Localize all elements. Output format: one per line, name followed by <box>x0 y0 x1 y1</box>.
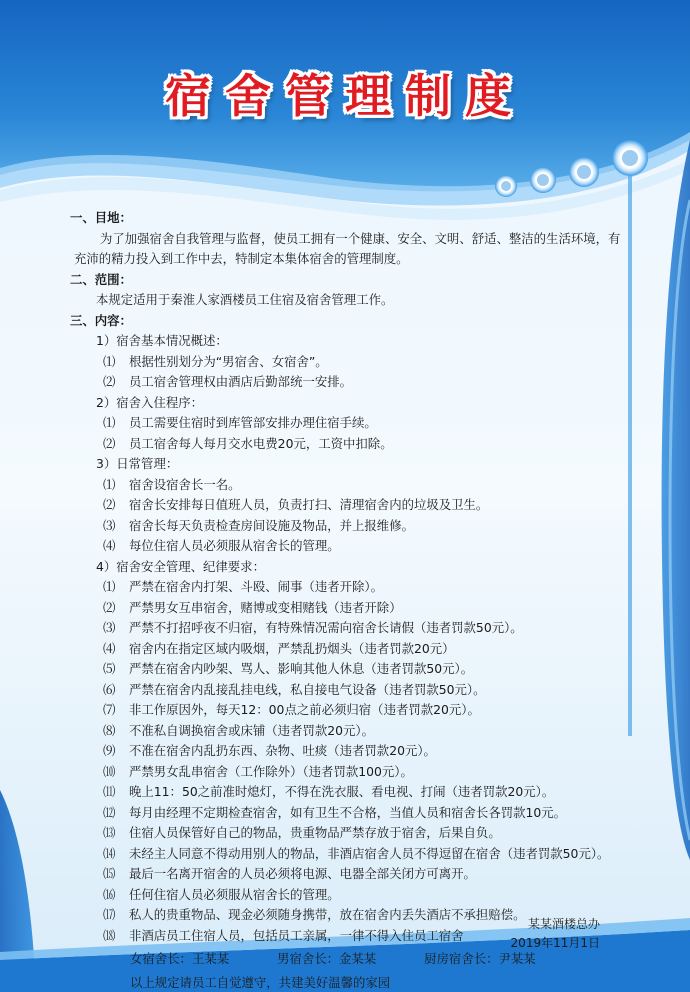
rule-number: ⑴ <box>103 353 116 369</box>
rule-item <box>70 413 630 434</box>
rule-text: 宿舍长每天负责检查房间设施及物品，并上报维修。 <box>129 517 414 533</box>
rule-number: ⑼ <box>103 743 116 758</box>
rule-text: 每位住宿人员必须服从宿舍长的管理。 <box>129 538 340 553</box>
rule-number: ⑶ <box>103 620 116 635</box>
rule-item <box>70 659 630 680</box>
rule-item <box>70 721 630 742</box>
rule-text: 严禁在宿舍内打架、斗殴、闹事（违者开除）。 <box>129 579 384 594</box>
rule-text: 严禁在宿舍内乱接乱挂电线，私自接电气设备（违者罚款50元）。 <box>129 681 486 697</box>
rule-text: 不准在宿舍内乱扔东西、杂物、吐痰（违者罚款20元）。 <box>129 743 436 758</box>
rule-number: ⑵ <box>103 599 116 615</box>
rule-item <box>70 782 630 803</box>
rule-item <box>70 516 630 537</box>
rule-group-title: 2）宿舍入住程序： <box>96 394 204 410</box>
rule-number: ⑵ <box>103 435 116 451</box>
rule-item <box>70 885 630 906</box>
rule-text: 根据性别划分为“男宿舍、女宿舍”。 <box>129 353 328 369</box>
rule-text: 员工需要住宿时到库管部安排办理住宿手续。 <box>129 415 377 430</box>
rule-number: ⑶ <box>103 517 116 533</box>
rule-text: 严禁男女互串宿舍，赌博或变相赌钱（违者开除） <box>129 599 402 615</box>
rule-number: ⒂ <box>103 866 116 881</box>
rule-text: 每月由经理不定期检查宿舍，如有卫生不合格，当值人员和宿舍长各罚款10元。 <box>129 804 567 820</box>
scope-paragraph: 本规定适用于秦淮人家酒楼员工住宿及宿舍管理工作。 <box>96 292 394 307</box>
rule-item <box>70 823 630 844</box>
rule-number: ⑷ <box>103 640 116 656</box>
rule-item <box>70 762 630 783</box>
rule-group-title: 3）日常管理： <box>96 456 179 471</box>
rule-text: 任何住宿人员必须服从宿舍长的管理。 <box>129 886 340 902</box>
rule-text: 严禁在宿舍内吵架、骂人、影响其他人休息（违者罚款50元）。 <box>129 661 474 676</box>
rule-number: ⑾ <box>103 784 116 799</box>
rule-item <box>70 536 630 557</box>
rule-text: 宿舍设宿舍长一名。 <box>129 476 241 492</box>
rule-number: ⑺ <box>103 702 116 717</box>
rule-number: ⑴ <box>103 476 116 492</box>
rule-group-title: 4）宿舍安全管理、纪律要求： <box>96 558 265 574</box>
rule-number: ⑹ <box>103 681 116 697</box>
regulation-body <box>70 208 630 992</box>
rule-text: 私人的贵重物品、现金必须随身携带，放在宿舍内丢失酒店不承担赔偿。 <box>129 907 526 922</box>
rule-item <box>70 352 630 373</box>
rule-text: 不准私自调换宿舍或床铺（违者罚款20元）。 <box>129 722 374 738</box>
rule-number: ⑵ <box>103 497 116 512</box>
page-title: 宿舍管理制度 <box>165 69 525 123</box>
rule-item <box>70 844 630 865</box>
section-heading-goal: 一、目地： <box>70 210 132 225</box>
rule-text: 未经主人同意不得动用别人的物品，非酒店宿舍人员不得逗留在宿舍（违者罚款50元）。 <box>129 845 610 861</box>
female-dorm-leader: 女宿舍长：王某某 <box>130 951 230 966</box>
rule-number: ⒄ <box>103 907 116 922</box>
rule-text: 宿舍内在指定区域内吸烟，严禁乱扔烟头（违者罚款20元） <box>129 640 455 656</box>
goal-paragraph: 为了加强宿舍自我管理与监督，使员工拥有一个健康、安全、文明、舒适、整洁的生活环境，有充沛的精力投入到工作中去，特制定本集体宿舍的管理制度。 <box>74 230 621 266</box>
rule-item <box>70 434 630 455</box>
rule-item <box>70 372 630 393</box>
rule-item <box>70 639 630 660</box>
rule-text: 晚上11：50之前准时熄灯，不得在洗衣服、看电视、打闹（违者罚款20元）。 <box>129 784 555 799</box>
rule-number: ⒀ <box>103 825 116 840</box>
rule-item <box>70 700 630 721</box>
section-heading-content: 三、内容： <box>70 312 132 328</box>
rule-text: 非酒店员工住宿人员，包括员工亲属，一律不得入住员工宿舍 <box>129 927 464 943</box>
signature-block <box>470 915 600 953</box>
rule-number: ⑴ <box>103 415 116 430</box>
rule-item <box>70 741 630 762</box>
rule-item <box>70 495 630 516</box>
rule-item <box>70 803 630 824</box>
rule-number: ⑽ <box>103 763 116 779</box>
rule-item <box>70 475 630 496</box>
rule-text: 严禁不打招呼夜不归宿，有特殊情况需向宿舍长请假（违者罚款50元）。 <box>129 620 523 635</box>
signature-date: 2019年11月1日 <box>510 936 600 950</box>
rule-text: 最后一名离开宿舍的人员必须将电源、电器全部关闭方可离开。 <box>129 866 476 881</box>
section-heading-scope: 二、范围： <box>70 271 132 287</box>
signature-org: 某某酒楼总办 <box>527 917 600 931</box>
male-dorm-leader: 男宿舍长：金某某 <box>277 951 377 966</box>
rule-text: 宿舍长安排每日值班人员，负责打扫、清理宿舍内的垃圾及卫生。 <box>129 497 489 512</box>
rule-text: 员工宿舍每人每月交水电费20元，工资中扣除。 <box>129 435 393 451</box>
rule-text: 非工作原因外，每天12：00点之前必须归宿（违者罚款20元）。 <box>129 702 480 717</box>
rule-number: ⒃ <box>103 886 116 902</box>
rule-item <box>70 577 630 598</box>
rule-number: ⑸ <box>103 661 116 676</box>
rule-number: ⒅ <box>103 927 116 943</box>
rule-item <box>70 598 630 619</box>
closing-statement: 以上规定请员工自觉遵守，共建美好温馨的家园 <box>130 974 391 990</box>
rule-number: ⑵ <box>103 374 116 389</box>
rule-number: ⑻ <box>103 722 116 738</box>
kitchen-dorm-leader: 厨房宿舍长：尹某某 <box>424 951 536 966</box>
rule-groups <box>70 331 630 946</box>
rule-number: ⑷ <box>103 538 116 553</box>
rule-item <box>70 680 630 701</box>
rule-text: 严禁男女乱串宿舍（工作除外）（违者罚款100元）。 <box>129 763 413 779</box>
rule-number: ⑴ <box>103 579 116 594</box>
rule-text: 员工宿舍管理权由酒店后勤部统一安排。 <box>129 374 353 389</box>
rule-text: 住宿人员保管好自己的物品，贵重物品严禁存放于宿舍，后果自负。 <box>129 825 501 840</box>
rule-number: ⑿ <box>103 804 116 820</box>
rule-item <box>70 864 630 885</box>
rule-item <box>70 618 630 639</box>
rule-number: ⒁ <box>103 845 116 861</box>
rule-group-title: 1）宿舍基本情况概述： <box>96 333 228 348</box>
